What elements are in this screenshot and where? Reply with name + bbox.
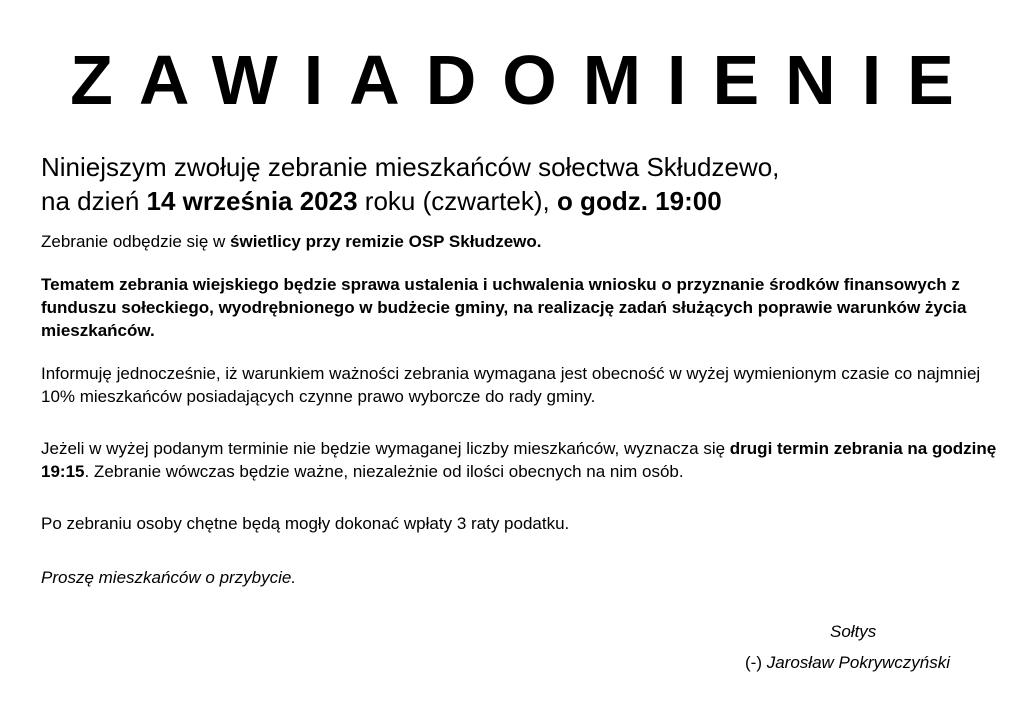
- signature-name: Jarosław Pokrywczyński: [766, 653, 950, 672]
- topic-text: Tematem zebrania wiejskiego będzie sprawa ustalenia i uchwalenia wniosku o przyznanie środków finansowych z funduszu sołeckiego, wyodrębnionego w budżecie gminy, na realizację zadań służących poprawie warunków życia mieszkańców.: [41, 275, 967, 340]
- intro-line-2-middle: roku (czwartek),: [357, 186, 557, 216]
- quorum-text: Informuję jednocześnie, iż warunkiem ważności zebrania wymagana jest obecność w wyżej wymienionym czasie co najmniej 10% mieszkańców posiadających czynne prawo wyborcze do rady gminy.: [41, 364, 981, 406]
- invitation-text: Proszę mieszkańców o przybycie.: [41, 568, 297, 587]
- paragraph-tax: [41, 512, 1001, 535]
- location-place: świetlicy przy remizie OSP Skłudzewo.: [230, 232, 542, 251]
- paragraph-quorum: [41, 362, 1001, 408]
- signature-prefix: (-): [745, 653, 767, 672]
- meeting-date: 14 września 2023: [146, 186, 358, 216]
- signature-role: Sołtys: [830, 622, 877, 641]
- intro-text: [41, 150, 1001, 218]
- second-term-text-before: Jeżeli w wyżej podanym terminie nie będzie wymaganej liczby mieszkańców, wyznacza się: [41, 439, 730, 458]
- second-term-bold: drugi termin zebrania na godzinę 19:15: [41, 439, 997, 481]
- meeting-time: o godz. 19:00: [556, 186, 722, 216]
- signature-line: [745, 651, 950, 674]
- paragraph-second-term: [41, 437, 1001, 483]
- paragraph-topic: [41, 273, 1001, 342]
- intro-line-1: Niniejszym zwołuję zebranie mieszkańców sołectwa Skłudzewo,: [41, 152, 780, 182]
- notice-title: ZAWIADOMIENIE: [70, 41, 980, 119]
- tax-text: Po zebraniu osoby chętne będą mogły dokonać wpłaty 3 raty podatku.: [41, 514, 570, 533]
- location-text: Zebranie odbędzie się w: [41, 232, 231, 251]
- paragraph-invitation: [41, 566, 1001, 589]
- intro-line-2-prefix: na dzień: [41, 186, 147, 216]
- second-term-text-after: . Zebranie wówczas będzie ważne, niezależnie od ilości obecnych na nim osób.: [84, 462, 684, 481]
- paragraph-location: [41, 230, 1001, 253]
